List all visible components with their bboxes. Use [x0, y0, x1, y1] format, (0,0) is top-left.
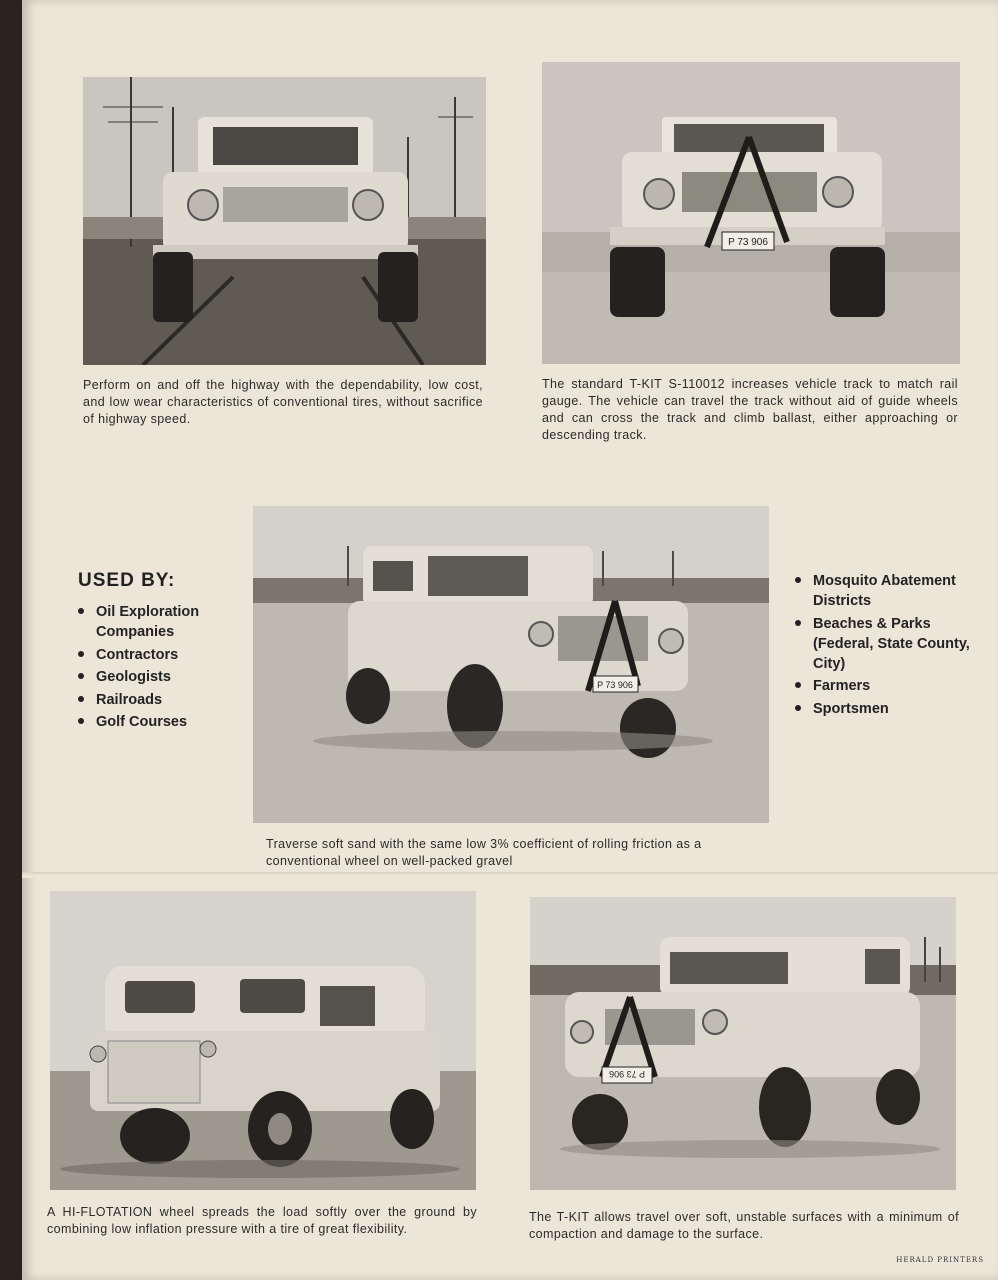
printer-credit: HERALD PRINTERS	[896, 1256, 984, 1264]
caption-top-right: The standard T-KIT S-110012 increases vehicle track to match rail gauge. The vehicle can travel the track without aid of guide wheels and can cross the track and climb ballast, either approaching or descending track.	[542, 377, 958, 442]
used-by-title: USED BY:	[78, 570, 176, 591]
plate-number: P 73 906	[597, 680, 633, 690]
plate-number: P 73 906	[728, 237, 768, 248]
plate-number: P 73 906	[609, 1069, 645, 1079]
caption-center: Traverse soft sand with the same low 3% coefficient of rolling friction as a conventional wheel on well-packed gravel	[266, 837, 702, 868]
list-item: Oil Exploration Companies	[76, 602, 246, 642]
photo-hi-flotation-rear	[50, 891, 476, 1190]
caption-bottom-left: A HI-FLOTATION wheel spreads the load softly over the ground by combining low inflation pressure with a tire of great flexibility.	[47, 1205, 477, 1236]
photo-scout-on-sand	[253, 506, 769, 823]
list-item: Farmers	[793, 676, 973, 696]
photo-t-kit-sand	[530, 897, 956, 1190]
used-by-left-list	[76, 602, 246, 735]
list-item: Mosquito Abatement Districts	[793, 571, 973, 611]
page-fold	[22, 872, 998, 878]
list-item: Sportsmen	[793, 699, 973, 719]
list-item: Contractors	[76, 645, 246, 665]
caption-bottom-right: The T-KIT allows travel over soft, unstable surfaces with a minimum of compaction and damage to the surface.	[529, 1210, 959, 1241]
list-item: Railroads	[76, 690, 246, 710]
caption-top-left: Perform on and off the highway with the dependability, low cost, and low wear characteristics of conventional tires, without sacrifice of highway speed.	[83, 378, 483, 426]
used-by-right-list	[793, 571, 973, 721]
photo-t-kit-front	[542, 62, 960, 364]
list-item: Beaches & Parks (Federal, State County, City)	[793, 614, 973, 674]
list-item: Geologists	[76, 667, 246, 687]
photo-railroad-front	[83, 77, 486, 365]
list-item: Golf Courses	[76, 712, 246, 732]
